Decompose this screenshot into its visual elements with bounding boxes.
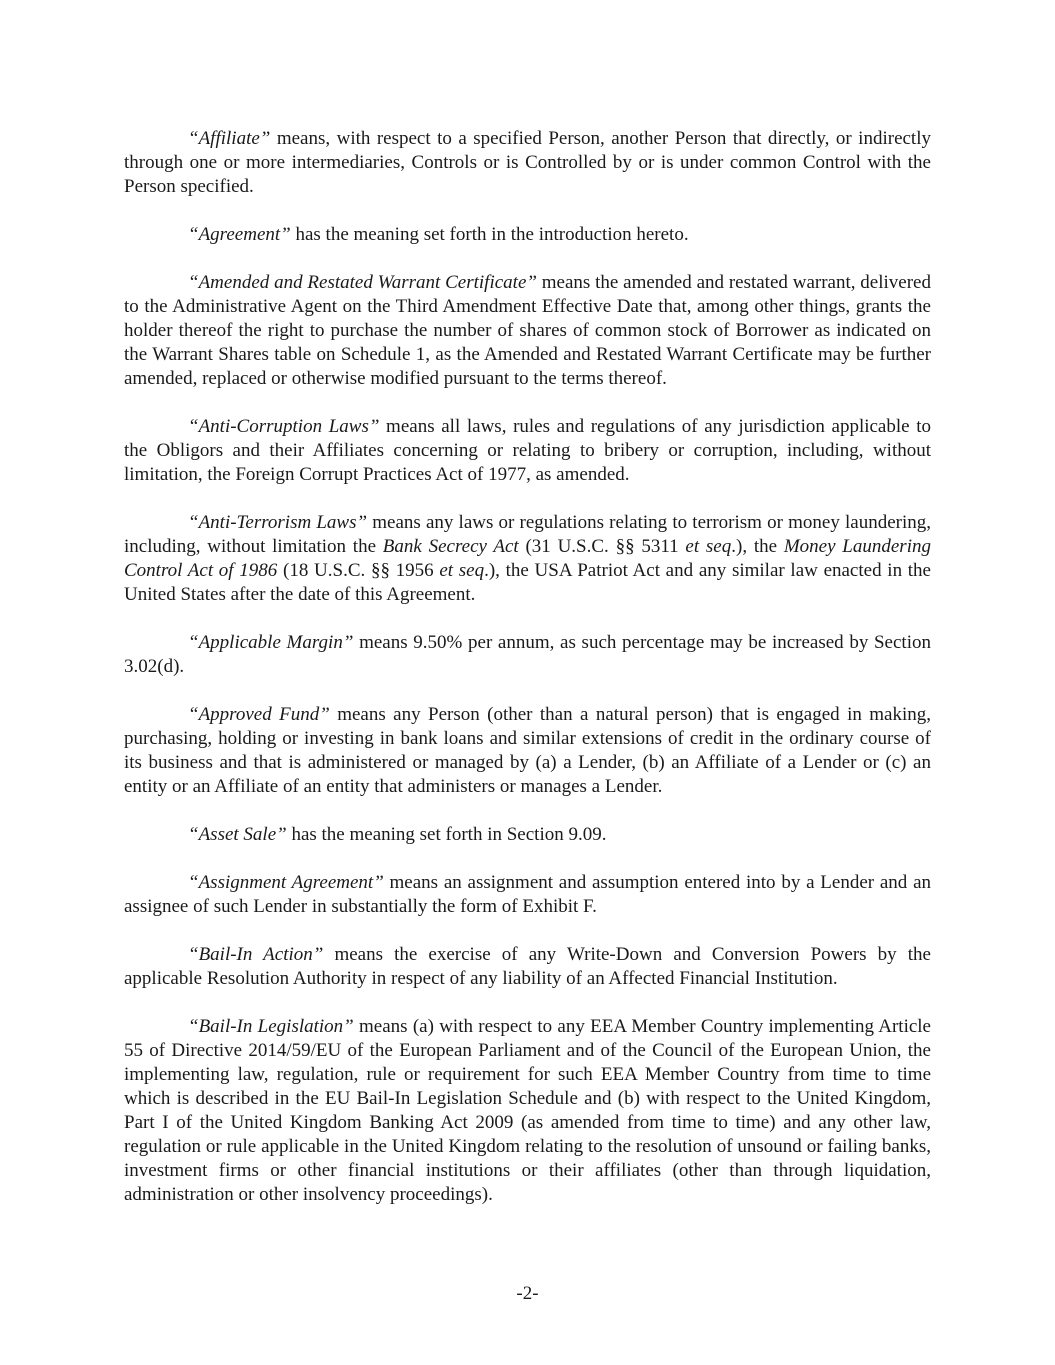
definition-agreement xyxy=(124,223,931,247)
definition-text: .), the xyxy=(731,536,784,557)
definition-text: .), the USA Patriot Act and any similar law enacted in the United States after the date of this Agreement. xyxy=(124,560,931,605)
defined-term: “Bail-In Action” xyxy=(188,944,324,965)
definition-text: has the meaning set forth in the introduction hereto. xyxy=(290,224,689,245)
defined-term: “Affiliate” xyxy=(188,128,271,149)
defined-term: “Assignment Agreement” xyxy=(188,872,384,893)
defined-term: “Bail-In Legislation” xyxy=(188,1016,354,1037)
definition-applicable-margin xyxy=(124,631,931,679)
document-page xyxy=(124,127,931,1231)
definition-text: (31 U.S.C. §§ 5311 xyxy=(518,536,686,557)
definition-text: (18 U.S.C. §§ 1956 xyxy=(277,560,440,581)
definition-text: means 9.50% per annum, as such percentage may be increased by Section 3.02(d). xyxy=(124,632,931,677)
definition-affiliate xyxy=(124,127,931,199)
latin-phrase: et seq xyxy=(685,536,732,557)
definition-text: means the exercise of any Write-Down and Conversion Powers by the applicable Resolution Authority in respect of any liability of an Affected Financial Institution. xyxy=(124,944,931,989)
definition-anti-corruption-laws xyxy=(124,415,931,487)
latin-phrase: et seq xyxy=(439,560,485,581)
definition-asset-sale xyxy=(124,823,931,847)
definition-text: means, with respect to a specified Person, another Person that directly, or indirectly through one or more intermediaries, Controls or is Controlled by or is under common Control with the Person specified. xyxy=(124,128,931,197)
defined-term: “Agreement” xyxy=(188,224,291,245)
defined-term: “Anti-Corruption Laws” xyxy=(188,416,380,437)
defined-term: “Asset Sale” xyxy=(188,824,287,845)
definition-text: has the meaning set forth in Section 9.09. xyxy=(286,824,607,845)
definition-text: means any laws or regulations relating to terrorism or money laundering, including, without limitation the xyxy=(124,512,931,557)
definition-assignment-agreement xyxy=(124,871,931,919)
definition-text: means an assignment and assumption entered into by a Lender and an assignee of such Lender in substantially the form of Exhibit F. xyxy=(124,872,931,917)
defined-term: “Anti-Terrorism Laws” xyxy=(188,512,368,533)
definition-anti-terrorism-laws xyxy=(124,511,931,607)
statute-name: Money Laundering Control Act of 1986 xyxy=(124,536,931,581)
definition-bail-in-legislation xyxy=(124,1015,931,1207)
definition-bail-in-action xyxy=(124,943,931,991)
page-number: -2- xyxy=(516,1283,539,1304)
definition-text: means (a) with respect to any EEA Member Country implementing Article 55 of Directive 2014/59/EU of the European Parliament and of the Council of the European Union, the implementing law, regulation, rule or requirement for such EEA Member Country from time to time which is described in the EU Bail-In Legislation Schedule and (b) with respect to the United Kingdom, Part I of the United Kingdom Banking Act 2009 (as amended from time to time) and any other law, regulation or rule applicable in the United Kingdom relating to the resolution of unsound or failing banks, investment firms or other financial institutions or their affiliates (other than through liquidation, administration or other insolvency proceedings). xyxy=(124,1016,931,1205)
defined-term: “Amended and Restated Warrant Certificate” xyxy=(188,272,537,293)
definition-text: means any Person (other than a natural person) that is engaged in making, purchasing, holding or investing in bank loans and similar extensions of credit in the ordinary course of its business and that is administered or managed by (a) a Lender, (b) an Affiliate of a Lender or (c) an entity or an Affiliate of an entity that administers or manages a Lender. xyxy=(124,704,931,797)
definition-text: means all laws, rules and regulations of any jurisdiction applicable to the Obligors and their Affiliates concerning or relating to bribery or corruption, including, without limitation, the Foreign Corrupt Practices Act of 1977, as amended. xyxy=(124,416,931,485)
definition-amended-restated-warrant-certificate xyxy=(124,271,931,391)
definition-text: means the amended and restated warrant, delivered to the Administrative Agent on the Third Amendment Effective Date that, among other things, grants the holder thereof the right to purchase the number of shares of common stock of Borrower as indicated on the Warrant Shares table on Schedule 1, as the Amended and Restated Warrant Certificate may be further amended, replaced or otherwise modified pursuant to the terms thereof. xyxy=(124,272,931,389)
statute-name: Bank Secrecy Act xyxy=(382,536,519,557)
defined-term: “Applicable Margin” xyxy=(188,632,354,653)
defined-term: “Approved Fund” xyxy=(188,704,330,725)
definition-approved-fund xyxy=(124,703,931,799)
